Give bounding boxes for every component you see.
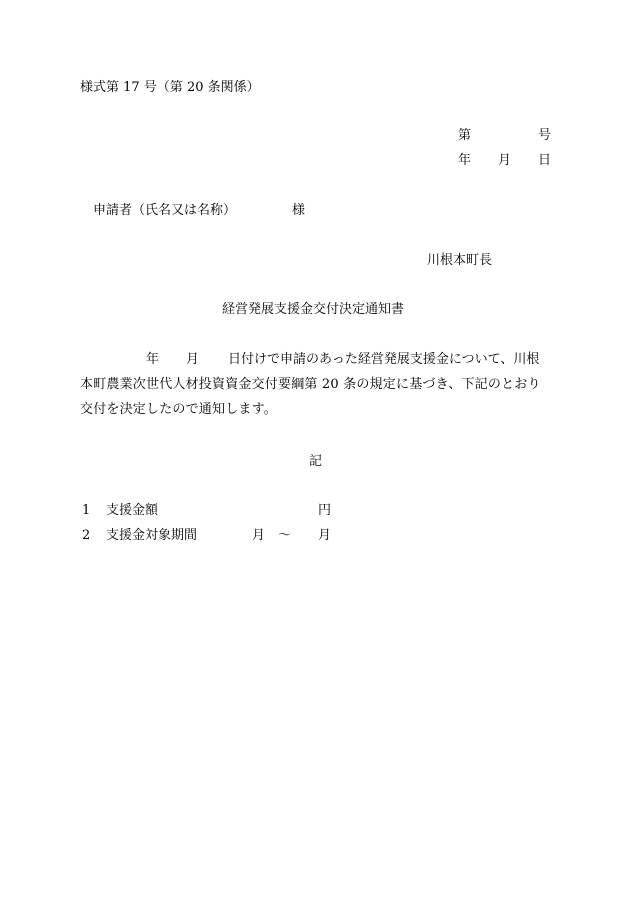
document-title: 経営発展支援金交付決定通知書 [222, 302, 405, 317]
body-month: 月 [186, 352, 200, 367]
doc-number-suffix: 号 [538, 128, 552, 143]
item-2-tilde: 〜 [278, 528, 292, 543]
date-day: 日 [538, 153, 552, 168]
item-2-label: 支援金対象期間 [106, 528, 198, 543]
item-1-unit: 円 [318, 503, 332, 518]
ki-heading: 記 [309, 454, 323, 469]
item-2-from-month: 月 [252, 528, 266, 543]
addressee-label: 申請者（氏名又は名称） [93, 203, 237, 218]
date-month: 月 [498, 153, 512, 168]
body-line-1: 日付けで申請のあった経営発展支援金について、川根 [228, 352, 540, 367]
body-line-3: 交付を決定したので通知します。 [80, 402, 277, 417]
body-line-2: 本町農業次世代人材投資資金交付要綱第 20 条の規定に基づき、下記のとおり [80, 377, 541, 392]
body-year: 年 [146, 352, 160, 367]
item-1-label: 支援金額 [106, 503, 159, 518]
date-year: 年 [458, 153, 472, 168]
doc-number-prefix: 第 [458, 128, 472, 143]
issuer-name: 川根本町長 [427, 253, 493, 268]
addressee-honorific: 様 [292, 203, 306, 218]
form-number-label: 様式第 17 号（第 20 条関係） [80, 80, 260, 95]
item-2-number: 2 [82, 528, 91, 543]
item-1-number: 1 [82, 503, 91, 518]
item-2-to-month: 月 [318, 528, 332, 543]
